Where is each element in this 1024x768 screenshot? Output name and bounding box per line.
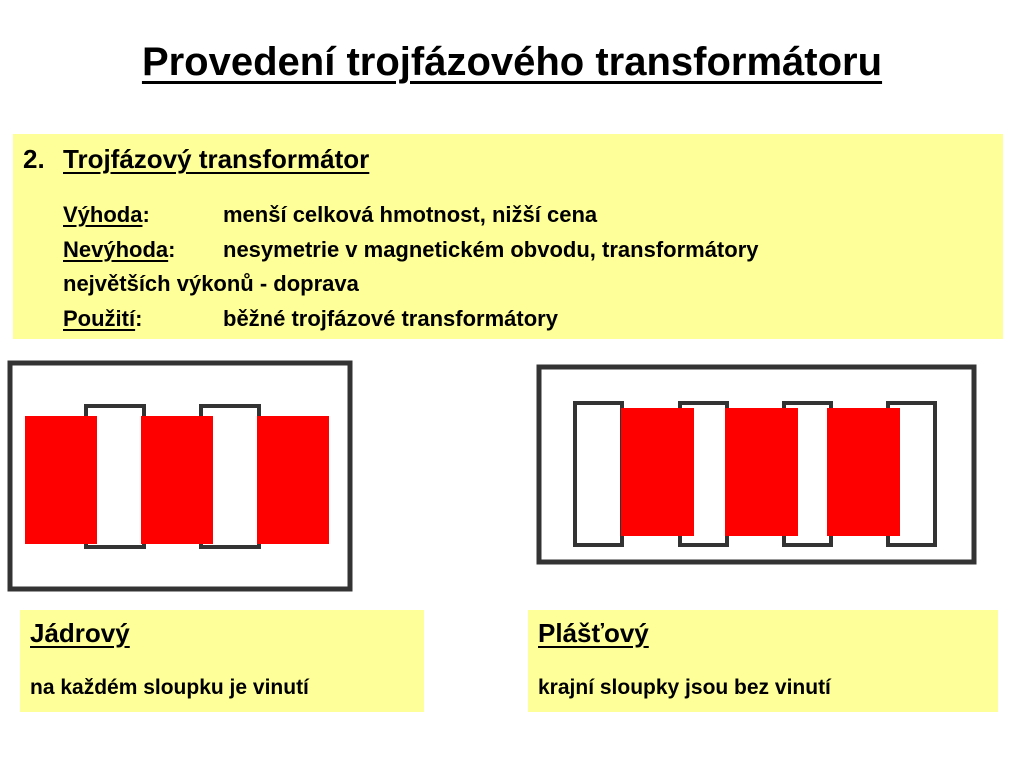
winding-right xyxy=(257,416,329,544)
advantage-colon: : xyxy=(142,202,150,227)
shell-type-diagram xyxy=(520,355,990,595)
core-type-caption xyxy=(20,610,424,712)
disadvantage-row xyxy=(63,237,759,263)
shell-type-title: Plášťový xyxy=(538,618,649,648)
disadvantage-colon: : xyxy=(168,237,176,262)
usage-row xyxy=(63,306,558,332)
shell-winding-middle xyxy=(725,408,798,536)
section-heading: Trojfázový transformátor xyxy=(63,144,370,174)
advantage-value: menší celková hmotnost, nižší cena xyxy=(223,202,598,227)
usage-colon: : xyxy=(135,306,143,331)
info-box xyxy=(13,134,1003,339)
core-type-description: na každém sloupku je vinutí xyxy=(30,676,309,699)
list-number: 2. xyxy=(23,144,45,174)
shell-type-caption xyxy=(528,610,998,712)
disadvantage-continuation: největších výkonů - doprava xyxy=(63,271,359,296)
usage-label: Použití xyxy=(63,306,136,331)
winding-left xyxy=(25,416,97,544)
page-title: Provedení trojfázového transformátoru xyxy=(141,40,883,84)
shell-winding-left xyxy=(621,408,694,536)
shell-type-description: krajní sloupky jsou bez vinutí xyxy=(538,676,831,699)
disadvantage-value: nesymetrie v magnetickém obvodu, transformátory xyxy=(223,237,759,262)
core-type-diagram xyxy=(0,350,360,600)
shell-winding-right xyxy=(827,408,900,536)
advantage-label: Výhoda xyxy=(63,202,143,227)
advantage-row xyxy=(63,202,598,228)
disadvantage-continuation-row xyxy=(63,271,359,297)
core-type-title: Jádrový xyxy=(30,618,130,648)
shell-window-1 xyxy=(575,403,622,545)
usage-value: běžné trojfázové transformátory xyxy=(223,306,558,331)
winding-middle xyxy=(141,416,213,544)
disadvantage-label: Nevýhoda xyxy=(63,237,169,262)
